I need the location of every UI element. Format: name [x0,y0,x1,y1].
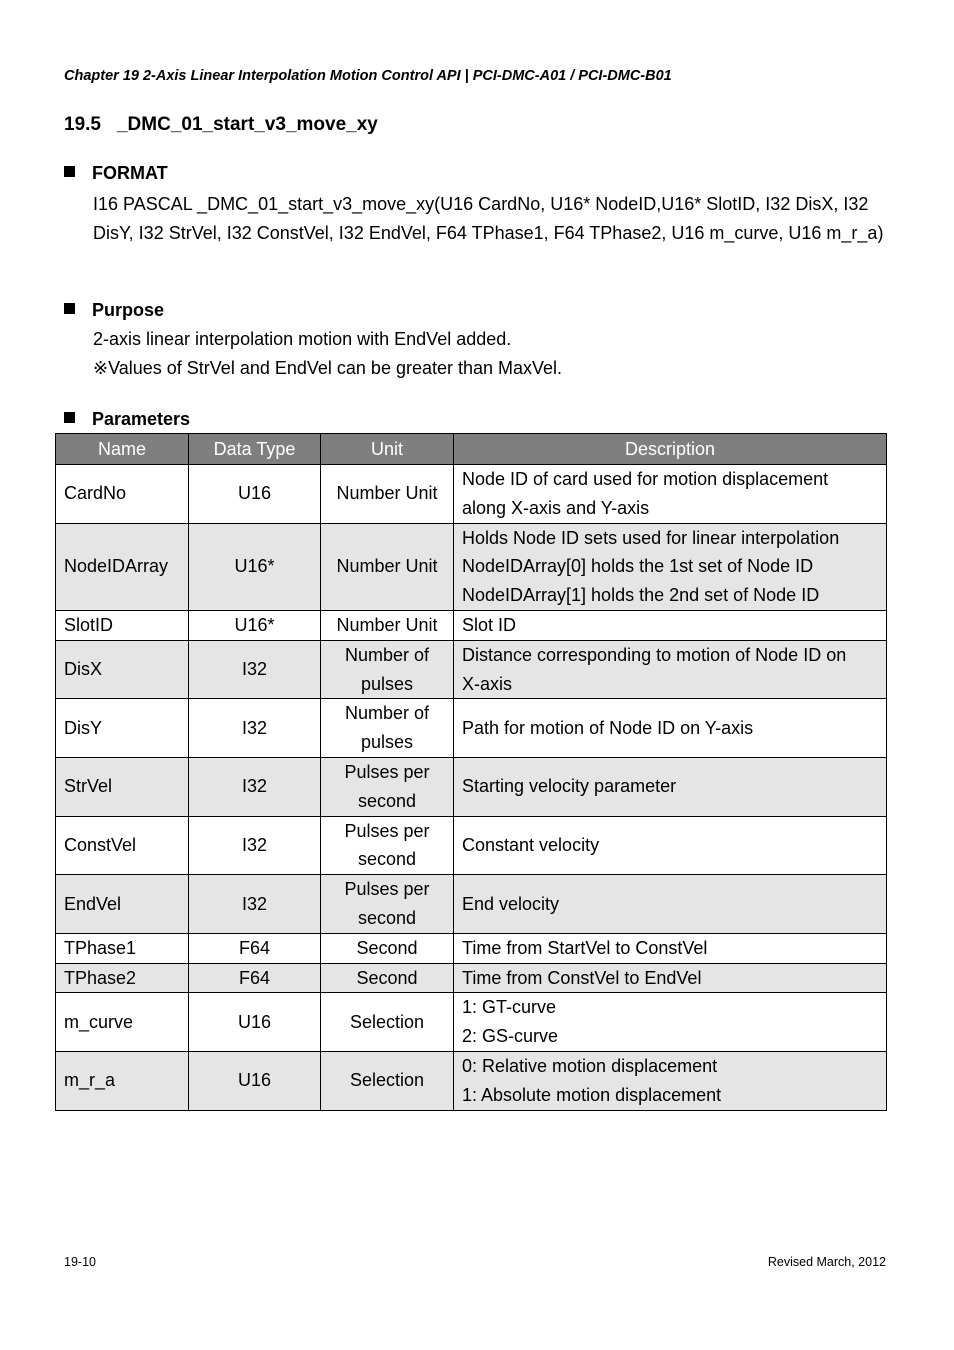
param-unit-line: Pulses per [344,820,430,841]
param-unit-cell [321,523,454,610]
param-name-cell: ConstVel [56,816,189,875]
param-unit-cell [321,963,454,993]
format-text: I16 PASCAL _DMC_01_start_v3_move_xy(U16 CardNo, U16* NodeID,U16* SlotID, I32 DisX, I32 DisY, I32 StrVel, I32 ConstVel, I32 EndVel, F64 TPhase1, F64 TPhase2, U16 m_curve, U16 m_r_a) [93,194,884,243]
table-row [56,963,887,993]
param-description-line: 0: Relative motion displacement [462,1055,718,1076]
param-type-cell: F64 [189,933,321,963]
param-unit-line: second [357,790,417,811]
param-description-cell [454,523,887,610]
column-header-data-type: Data Type [189,434,321,465]
param-description-line: Slot ID [462,614,517,635]
param-type-cell: I32 [189,699,321,758]
column-header-name: Name [56,434,189,465]
param-name-cell: DisY [56,699,189,758]
param-name-cell: m_r_a [56,1051,189,1110]
column-header-unit: Unit [321,434,454,465]
param-description-line: Time from StartVel to ConstVel [462,937,708,958]
section-name: _DMC_01_start_v3_move_xy [116,114,378,135]
table-row [56,816,887,875]
parameters-heading [64,409,190,430]
param-description-line: Starting velocity parameter [462,776,677,797]
param-unit-cell [321,640,454,699]
param-unit-cell [321,816,454,875]
param-type-cell: F64 [189,963,321,993]
param-name-cell: EndVel [56,875,189,934]
param-name-cell: NodeIDArray [56,523,189,610]
param-name-cell: m_curve [56,993,189,1052]
param-unit-line: Number Unit [336,556,438,577]
table-row [56,933,887,963]
table-row [56,610,887,640]
table-row [56,875,887,934]
param-type-cell: I32 [189,875,321,934]
table-row [56,1051,887,1110]
table-row [56,699,887,758]
param-type-cell: I32 [189,640,321,699]
param-unit-line: Number of [344,644,430,665]
format-heading-label: FORMAT [92,163,168,183]
param-unit-line: Selection [349,1070,425,1091]
param-type-cell: U16* [189,610,321,640]
param-description-cell [454,640,887,699]
param-unit-line: pulses [360,732,414,753]
param-type-cell: U16 [189,993,321,1052]
param-description-line: Holds Node ID sets used for linear interpolation [462,527,840,548]
param-unit-cell [321,875,454,934]
param-description-line: along X-axis and Y-axis [462,497,650,518]
param-unit-line: Number of [344,703,430,724]
column-header-description: Description [454,434,887,465]
param-description-cell [454,1051,887,1110]
parameters-table-body [56,465,887,1111]
param-unit-cell [321,993,454,1052]
section-title [64,114,378,136]
param-type-cell: U16 [189,465,321,524]
square-bullet-icon [64,412,75,423]
param-description-line: X-axis [462,673,513,694]
param-unit-line: Second [356,967,418,988]
param-description-line: Constant velocity [462,834,600,855]
param-unit-line: Pulses per [344,761,430,782]
param-name-cell: TPhase2 [56,963,189,993]
table-row [56,523,887,610]
param-description-cell [454,699,887,758]
param-type-cell: I32 [189,757,321,816]
param-type-cell: U16* [189,523,321,610]
param-unit-cell [321,610,454,640]
param-unit-line: pulses [360,673,414,694]
param-unit-cell [321,757,454,816]
table-row [56,465,887,524]
param-type-cell: U16 [189,1051,321,1110]
param-unit-line: Pulses per [344,879,430,900]
param-description-line: End velocity [462,893,560,914]
param-description-cell [454,757,887,816]
param-description-line: Node ID of card used for motion displacement [462,469,829,489]
param-unit-cell [321,699,454,758]
param-unit-line: Second [356,937,418,958]
param-unit-cell [321,933,454,963]
page-number: 19-10 [64,1255,96,1269]
param-description-cell [454,933,887,963]
param-unit-line: Number Unit [336,483,438,504]
square-bullet-icon [64,166,75,177]
purpose-note: ※Values of StrVel and EndVel can be greater than MaxVel. [93,358,563,378]
section-number: 19.5 [64,114,101,135]
param-description-cell [454,963,887,993]
param-name-cell: TPhase1 [56,933,189,963]
format-heading [64,163,168,184]
table-row [56,640,887,699]
param-name-cell: StrVel [56,757,189,816]
param-unit-line: Selection [349,1011,425,1032]
param-description-line: Time from ConstVel to EndVel [462,967,702,988]
param-description-cell [454,875,887,934]
param-description-cell [454,465,887,524]
param-description-line: Distance corresponding to motion of Node ID on [462,644,847,665]
param-description-cell [454,610,887,640]
param-description-cell [454,816,887,875]
param-description-line: Path for motion of Node ID on Y-axis [462,717,754,738]
revision-date: Revised March, 2012 [767,1255,886,1269]
param-name-cell: CardNo [56,465,189,524]
parameters-table [55,433,887,1111]
param-description-line: NodeIDArray[1] holds the 2nd set of Node ID [462,585,820,606]
param-description-line: 2: GS-curve [462,1026,559,1047]
param-description-line: 1: GT-curve [462,997,557,1018]
square-bullet-icon [64,303,75,314]
param-unit-line: second [357,849,417,870]
table-row [56,757,887,816]
purpose-line-1: 2-axis linear interpolation motion with EndVel added. [93,329,512,349]
param-unit-cell [321,465,454,524]
param-description-line: NodeIDArray[0] holds the 1st set of Node ID [462,556,814,577]
param-type-cell: I32 [189,816,321,875]
param-name-cell: SlotID [56,610,189,640]
purpose-heading-label: Purpose [92,300,165,320]
param-name-cell: DisX [56,640,189,699]
purpose-heading [64,300,164,321]
parameters-heading-label: Parameters [92,409,191,429]
param-description-line: 1: Absolute motion displacement [462,1084,722,1105]
param-unit-line: second [357,907,417,928]
table-row [56,993,887,1052]
param-unit-cell [321,1051,454,1110]
param-description-cell [454,993,887,1052]
param-unit-line: Number Unit [336,614,438,635]
table-header-row [56,434,887,465]
chapter-header: Chapter 19 2-Axis Linear Interpolation Motion Control API | PCI-DMC-A01 / PCI-DMC-B01 [64,68,672,84]
